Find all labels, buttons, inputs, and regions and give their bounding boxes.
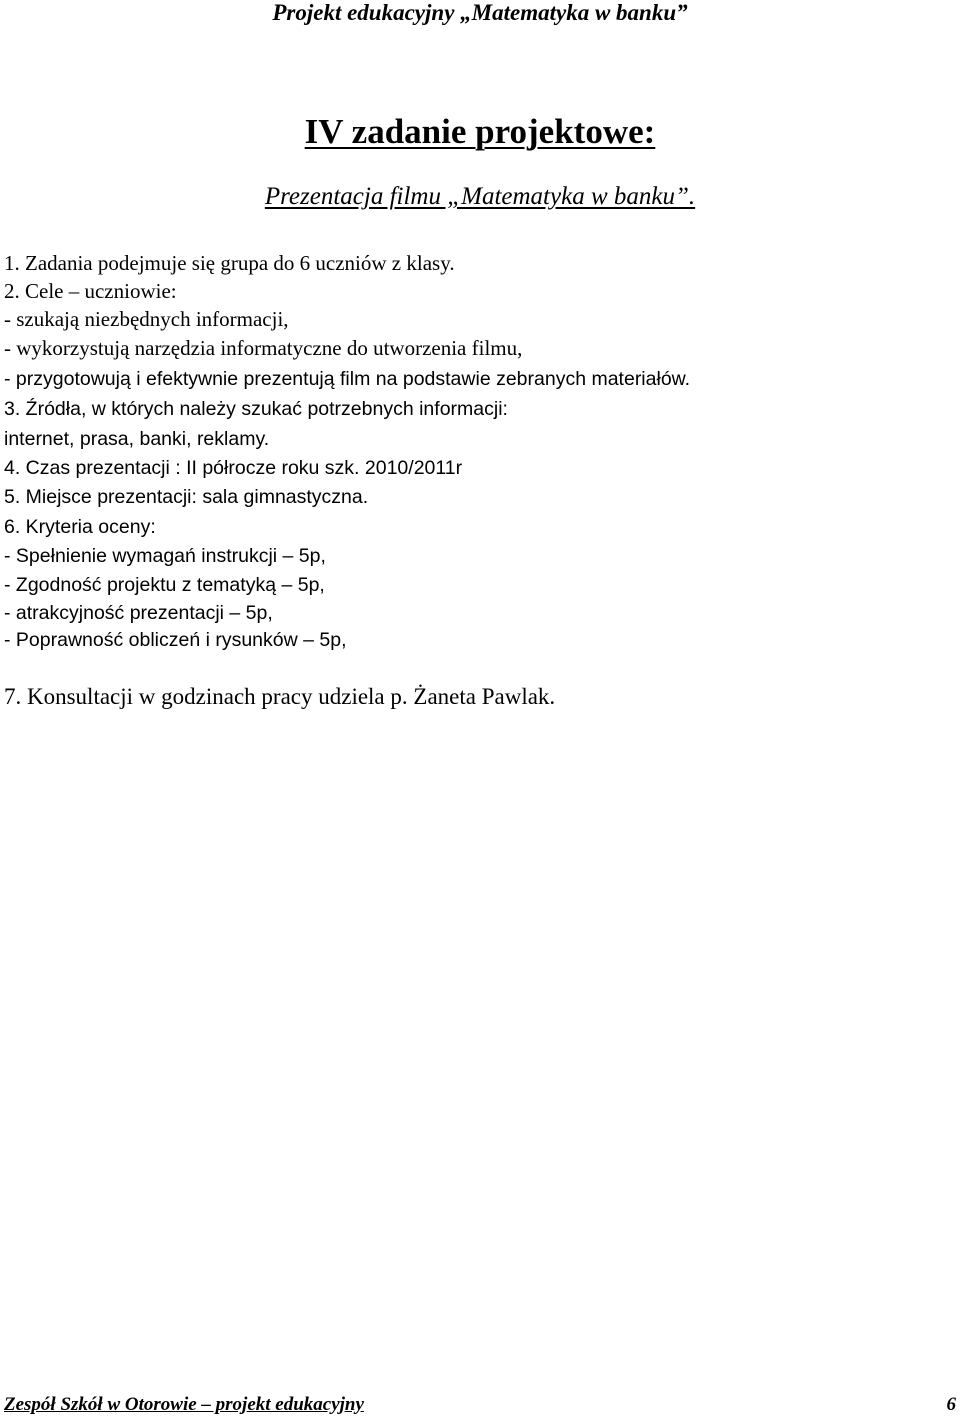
list-item-4: 4. Czas prezentacji : II półrocze roku szk. 2010/2011r: [4, 457, 463, 479]
list-item-2-sub-3: - przygotowują i efektywnie prezentują film na podstawie zebranych materiałów.: [4, 368, 691, 390]
list-item-5: 5. Miejsce prezentacji: sala gimnastyczna.: [4, 486, 369, 508]
list-item-3: 3. Źródła, w których należy szukać potrzebnych informacji:: [4, 398, 508, 420]
list-item-1: 1. Zadania podejmuje się grupa do 6 uczniów z klasy.: [4, 251, 455, 275]
page-header: Projekt edukacyjny „Matematyka w banku”: [272, 0, 688, 25]
criteria-item-2: - Zgodność projektu z tematyką – 5p,: [4, 574, 325, 596]
page-subtitle: Prezentacja filmu „Matematyka w banku”.: [264, 183, 696, 210]
page-title: IV zadanie projektowe:: [304, 112, 656, 151]
criteria-item-4: - Poprawność obliczeń i rysunków – 5p,: [4, 629, 347, 651]
list-item-3-detail: internet, prasa, banki, reklamy.: [4, 428, 270, 450]
list-item-2-sub-2: - wykorzystują narzędzia informatyczne do utworzenia filmu,: [4, 336, 523, 360]
list-item-2-sub-1: - szukają niezbędnych informacji,: [4, 307, 289, 331]
list-item-7: 7. Konsultacji w godzinach pracy udziela p. Żaneta Pawlak.: [4, 684, 556, 709]
criteria-item-3: - atrakcyjność prezentacji – 5p,: [4, 602, 273, 624]
page-number: 6: [946, 1394, 956, 1415]
criteria-item-1: - Spełnienie wymagań instrukcji – 5p,: [4, 545, 326, 567]
list-item-6: 6. Kryteria oceny:: [4, 516, 156, 538]
footer-school: Zespół Szkół w Otorowie – projekt edukacyjny: [4, 1394, 364, 1415]
list-item-2: 2. Cele – uczniowie:: [4, 279, 177, 303]
